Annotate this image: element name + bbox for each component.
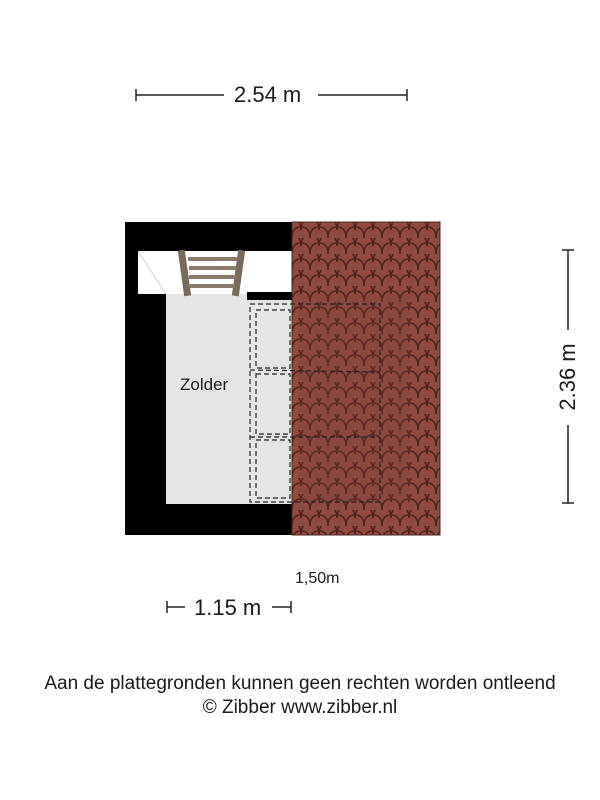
dimension-note: 1,50m [295,570,340,587]
dimension-height-right: 2.36 m [555,343,580,411]
roof-tiles [292,222,440,535]
disclaimer-text: Aan de plattegronden kunnen geen rechten worden ontleend [44,673,556,694]
room-label: Zolder [180,375,229,394]
knee-wall [247,292,293,300]
dimension-width-top: 2.54 m [234,82,302,107]
dimension-width-bottom: 1.15 m [194,595,262,620]
copyright-text: © Zibber www.zibber.nl [202,697,398,718]
